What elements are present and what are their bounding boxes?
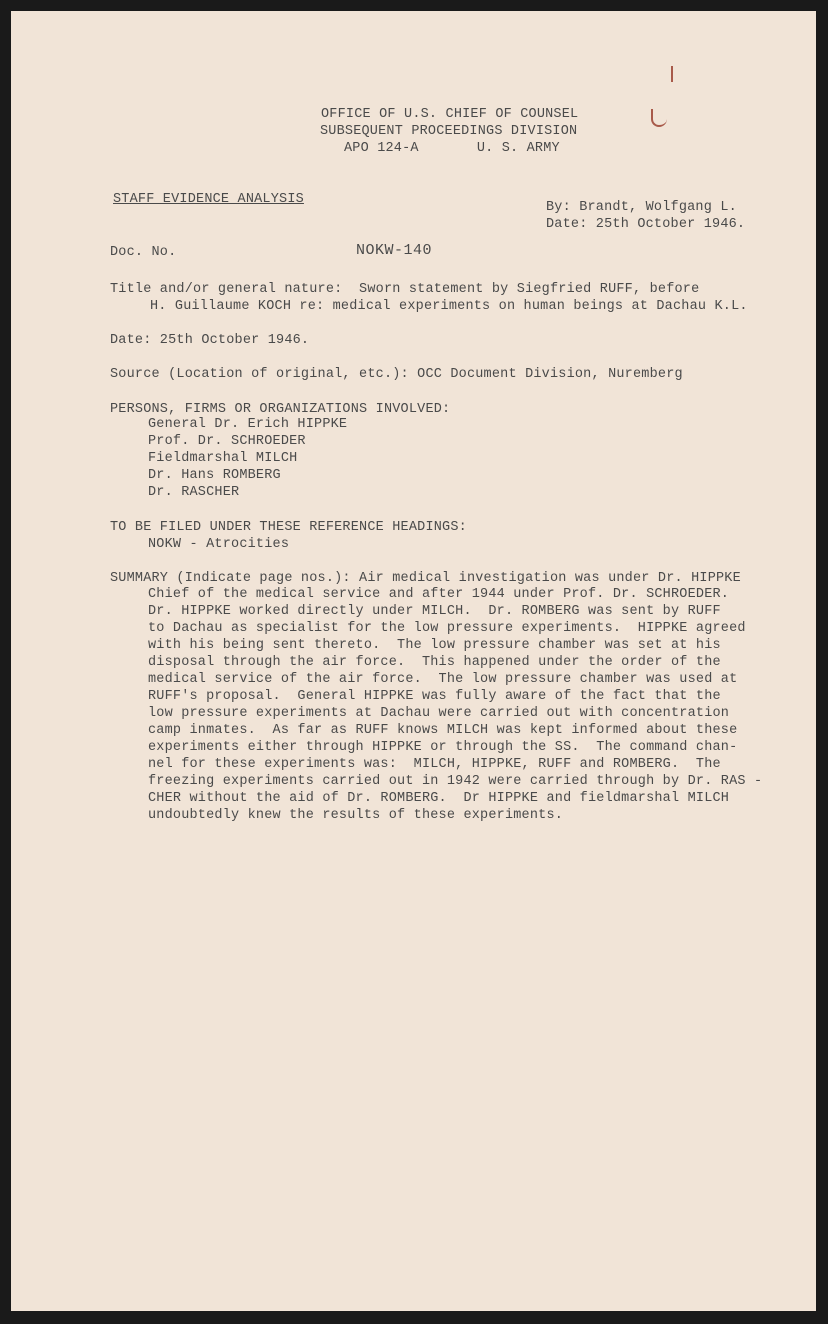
handwritten-mark xyxy=(651,109,667,127)
summary-line: CHER without the aid of Dr. ROMBERG. Dr HIPPKE and fieldmarshal MILCH xyxy=(148,791,730,806)
doc-number: NOKW-140 xyxy=(356,242,433,259)
summary-line: nel for these experiments was: MILCH, HIPPKE, RUFF and ROMBERG. The xyxy=(148,757,721,772)
heading-item: NOKW - Atrocities xyxy=(148,537,290,552)
summary-line: to Dachau as specialist for the low pressure experiments. HIPPKE agreed xyxy=(148,621,746,636)
summary-line: disposal through the air force. This happened under the order of the xyxy=(148,655,721,670)
document-page xyxy=(11,11,816,1311)
summary-line: low pressure experiments at Dachau were carried out with concentration xyxy=(148,706,730,721)
date-field: Date: 25th October 1946. xyxy=(110,333,310,348)
header-office: OFFICE OF U.S. CHIEF OF COUNSEL xyxy=(321,107,579,122)
summary-line: medical service of the air force. The low pressure chamber was used at xyxy=(148,672,738,687)
summary-line: RUFF's proposal. General HIPPKE was fully aware of the fact that the xyxy=(148,689,721,704)
analysis-title: STAFF EVIDENCE ANALYSIS xyxy=(113,192,304,207)
person-item: Dr. RASCHER xyxy=(148,485,240,500)
analysis-date: Date: 25th October 1946. xyxy=(546,217,746,232)
analysis-by: By: Brandt, Wolfgang L. xyxy=(546,200,737,215)
summary-line: Chief of the medical service and after 1944 under Prof. Dr. SCHROEDER. xyxy=(148,587,730,602)
person-item: Prof. Dr. SCHROEDER xyxy=(148,434,306,449)
header-division: SUBSEQUENT PROCEEDINGS DIVISION xyxy=(320,124,578,139)
doc-label: Doc. No. xyxy=(110,245,177,260)
title-line-1: Title and/or general nature: Sworn statement by Siegfried RUFF, before xyxy=(110,282,700,297)
person-item: General Dr. Erich HIPPKE xyxy=(148,417,348,432)
summary-line: Dr. HIPPKE worked directly under MILCH. Dr. ROMBERG was sent by RUFF xyxy=(148,604,721,619)
summary-line: with his being sent thereto. The low pressure chamber was set at his xyxy=(148,638,721,653)
summary-line: undoubtedly knew the results of these experiments. xyxy=(148,808,564,823)
header-apo: APO 124-A U. S. ARMY xyxy=(344,141,560,156)
persons-label: PERSONS, FIRMS OR ORGANIZATIONS INVOLVED: xyxy=(110,402,451,417)
handwritten-mark xyxy=(671,66,673,82)
summary-line: experiments either through HIPPKE or through the SS. The command chan- xyxy=(148,740,738,755)
person-item: Fieldmarshal MILCH xyxy=(148,451,298,466)
person-item: Dr. Hans ROMBERG xyxy=(148,468,281,483)
source-field: Source (Location of original, etc.): OCC Document Division, Nuremberg xyxy=(110,367,683,382)
summary-line: freezing experiments carried out in 1942 were carried through by Dr. RAS - xyxy=(148,774,763,789)
headings-label: TO BE FILED UNDER THESE REFERENCE HEADINGS: xyxy=(110,520,467,535)
summary-line: SUMMARY (Indicate page nos.): Air medical investigation was under Dr. HIPPKE xyxy=(110,571,741,586)
title-line-2: H. Guillaume KOCH re: medical experiments on human beings at Dachau K.L. xyxy=(150,299,748,314)
summary-line: camp inmates. As far as RUFF knows MILCH was kept informed about these xyxy=(148,723,738,738)
